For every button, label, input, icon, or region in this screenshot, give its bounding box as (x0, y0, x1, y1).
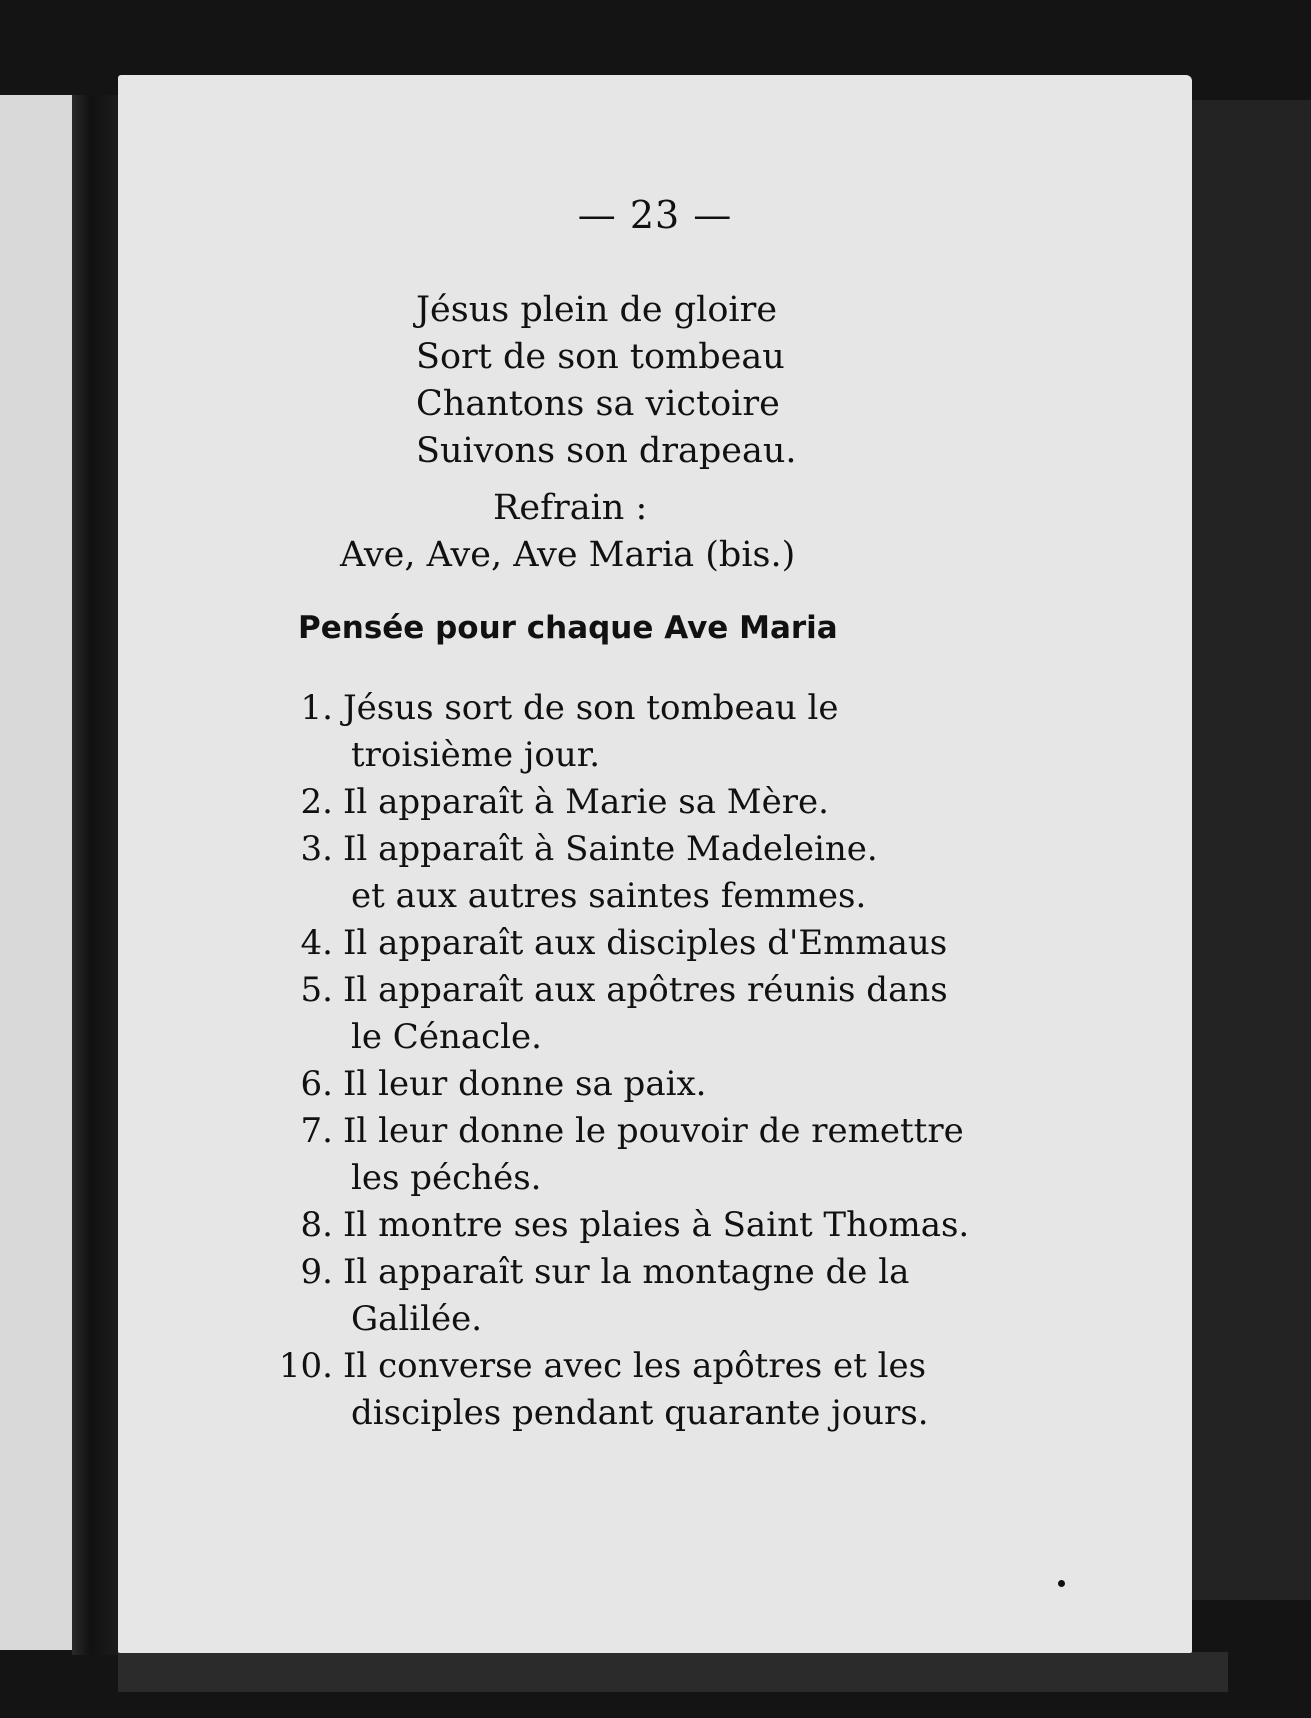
list-item-text (343, 967, 958, 1061)
book-spine (72, 95, 118, 1655)
list-item-text (343, 1202, 970, 1249)
meditation-list (258, 685, 1078, 1437)
list-item-text (343, 1061, 958, 1108)
list-item-line: Galilée. (351, 1299, 483, 1339)
list-item (258, 826, 1078, 920)
list-item-line: Il apparaît aux apôtres réunis dans (343, 970, 948, 1010)
list-item-line: Il leur donne le pouvoir de remettre (343, 1111, 964, 1151)
poem-line: Sort de son tombeau (416, 337, 785, 377)
list-item-text (343, 1249, 958, 1343)
list-item-line: troisième jour. (351, 735, 601, 775)
list-item-text (343, 1108, 964, 1202)
list-item (258, 1202, 1078, 1249)
list-item-line: Il apparaît sur la montagne de la (343, 1252, 910, 1292)
list-item (258, 967, 1078, 1061)
list-item-number: 9. (300, 1252, 333, 1292)
list-item-line: Jésus sort de son tombeau le (343, 688, 839, 728)
list-item-line: disciples pendant quarante jours. (351, 1393, 929, 1433)
poem-stanza (416, 287, 797, 475)
poem-line: Suivons son drapeau. (416, 431, 797, 471)
list-item-number: 1. (300, 688, 333, 728)
bottom-shadow (118, 1652, 1228, 1692)
list-item (258, 779, 1078, 826)
left-page-edge (0, 95, 72, 1650)
refrain-label: Refrain : (493, 488, 648, 528)
section-title: Pensée pour chaque Ave Maria (298, 610, 838, 646)
list-item-number: 10. (278, 1346, 333, 1386)
list-item-number: 4. (300, 923, 333, 963)
page-speck (1058, 1580, 1065, 1587)
list-item (258, 1343, 1078, 1437)
list-item-line: Il apparaît à Sainte Madeleine. (343, 829, 878, 869)
list-item-text (343, 920, 958, 967)
list-item-number: 6. (300, 1064, 333, 1104)
list-item-line: le Cénacle. (351, 1017, 542, 1057)
list-item-number: 5. (300, 970, 333, 1010)
list-item-number: 8. (300, 1205, 333, 1245)
list-item (258, 1061, 1078, 1108)
list-item-line: Il converse avec les apôtres et les (343, 1346, 927, 1386)
list-item (258, 685, 1078, 779)
list-item-number: 3. (300, 829, 333, 869)
poem-line: Jésus plein de gloire (416, 290, 778, 330)
poem-line: Chantons sa victoire (416, 384, 780, 424)
list-item-number: 2. (300, 782, 333, 822)
list-item-line: Il montre ses plaies à Saint Thomas. (343, 1205, 970, 1245)
page-number: — 23 — (577, 193, 733, 237)
list-item (258, 920, 1078, 967)
list-item-line: Il leur donne sa paix. (343, 1064, 707, 1104)
list-item-text (343, 685, 958, 779)
list-item-number: 7. (300, 1111, 333, 1151)
list-item-line: et aux autres saintes femmes. (351, 876, 867, 916)
list-item-line: Il apparaît à Marie sa Mère. (343, 782, 829, 822)
list-item (258, 1249, 1078, 1343)
list-item-line: les péchés. (351, 1158, 542, 1198)
list-item-text (343, 779, 958, 826)
refrain-text: Ave, Ave, Ave Maria (bis.) (340, 535, 796, 575)
list-item-text (343, 826, 958, 920)
book-page (118, 75, 1192, 1653)
right-shadow (1192, 100, 1311, 1600)
list-item (258, 1108, 1078, 1202)
list-item-text (343, 1343, 958, 1437)
list-item-line: Il apparaît aux disciples d'Emmaus (343, 923, 948, 963)
